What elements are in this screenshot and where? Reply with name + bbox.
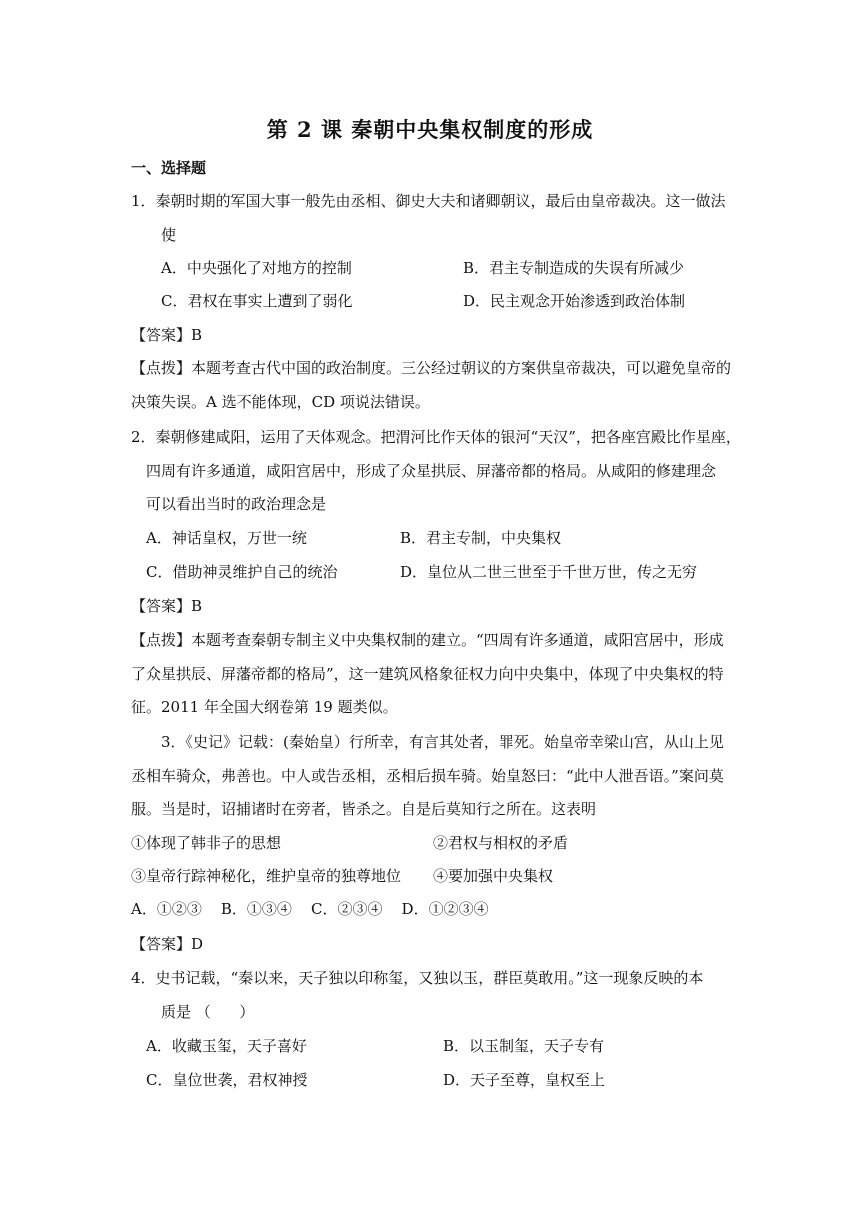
q1-stem-line1: 1．秦朝时期的军国大事一般先由丞相、御史大夫和诸卿朝议，最后由皇帝裁决。这一做法: [131, 192, 726, 210]
q1-option-d: D．民主观念开始渗透到政治体制: [463, 292, 686, 310]
q3-item-1: ①体现了韩非子的思想: [131, 834, 282, 852]
q2-option-c: C．借助神灵维护自己的统治: [146, 563, 338, 581]
q2-stem-line3: 可以看出当时的政治理念是: [146, 495, 327, 513]
q1-analysis-line1: 【点拨】本题考查古代中国的政治制度。三公经过朝议的方案供皇帝裁决，可以避免皇帝的: [131, 359, 732, 377]
q2-stem-line1: 2．秦朝修建咸阳，运用了天体观念。把渭河比作天体的银河“天汉”，把各座宫殿比作星座，: [131, 428, 741, 446]
q1-option-c: C．君权在事实上遭到了弱化: [161, 292, 353, 310]
q2-answer: 【答案】B: [131, 597, 203, 615]
section-heading: 一、选择题: [131, 159, 207, 177]
q2-option-b: B．君主专制，中央集权: [400, 529, 562, 547]
q3-item-2: ②君权与相权的矛盾: [433, 834, 569, 852]
q3-answer: 【答案】D: [131, 935, 204, 953]
q4-option-b: B．以玉制玺，天子专有: [443, 1037, 605, 1055]
q3-options: A．①②③ B．①③④ C．②③④ D．①②③④: [131, 900, 489, 918]
q2-option-a: A．神话皇权，万世一统: [146, 529, 307, 547]
q1-stem-line2: 使: [161, 226, 177, 244]
q1-option-a: A．中央强化了对地方的控制: [161, 259, 352, 277]
q3-stem-line3: 服。当是时，诏捕诸时在旁者，皆杀之。自是后莫知行之所在。这表明: [131, 800, 597, 818]
q2-option-d: D．皇位从二世三世至于千世万世，传之无穷: [400, 563, 698, 581]
q2-analysis-line2: 了众星拱辰、屏藩帝都的格局”，这一建筑风格象征权力向中央集中，体现了中央集权的特: [131, 665, 724, 683]
q1-option-b: B．君主专制造成的失误有所减少: [463, 259, 685, 277]
q4-option-c: C．皇位世袭，君权神授: [146, 1071, 308, 1089]
q4-option-d: D．天子至尊，皇权至上: [443, 1071, 606, 1089]
q4-stem-line1: 4．史书记载，“秦以来，天子独以印称玺，又独以玉，群臣莫敢用。”这一现象反映的本: [131, 969, 704, 987]
q1-answer: 【答案】B: [131, 326, 203, 344]
q3-stem-line1: 3．《史记》记载：(秦始皇）行所幸，有言其处者，罪死。始皇帝幸梁山宫，从山上见: [161, 733, 724, 751]
q1-analysis-line2: 决策失误。A 选不能体现，CD 项说法错误。: [131, 393, 430, 411]
q3-item-3: ③皇帝行踪神秘化，维护皇帝的独尊地位: [131, 867, 402, 885]
page-title: 第 2 课 秦朝中央集权制度的形成: [266, 117, 594, 142]
q3-stem-line2: 丞相车骑众，弗善也。中人或告丞相，丞相后损车骑。始皇怒曰：“此中人泄吾语。”案问莫: [131, 767, 724, 785]
q2-analysis-line3: 征。2011 年全国大纲卷第 19 题类似。: [131, 698, 398, 716]
q2-analysis-line1: 【点拨】本题考查秦朝专制主义中央集权制的建立。“四周有许多通道，咸阳宫居中，形成: [131, 631, 724, 649]
q3-item-4: ④要加强中央集权: [433, 867, 554, 885]
q2-stem-line2: 四周有许多通道，咸阳宫居中，形成了众星拱辰、屏藩帝都的格局。从咸阳的修建理念: [146, 462, 717, 480]
q4-stem-line2: 质是 （ ）: [161, 1003, 255, 1021]
q4-option-a: A．收藏玉玺，天子喜好: [146, 1037, 307, 1055]
